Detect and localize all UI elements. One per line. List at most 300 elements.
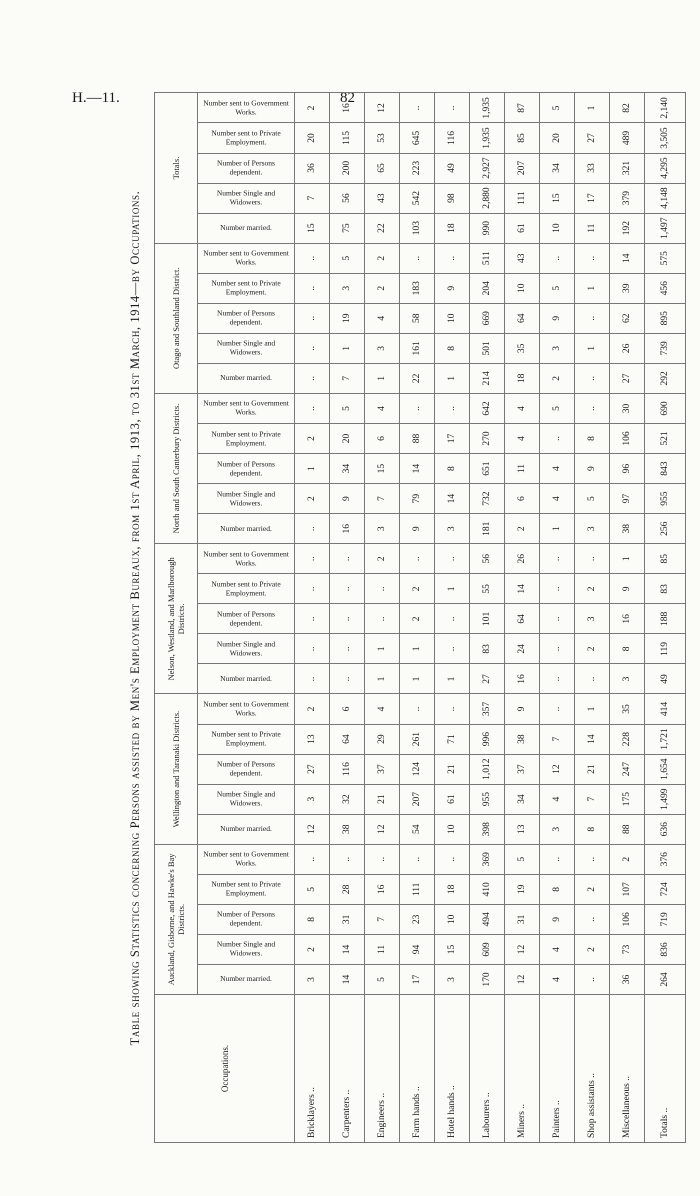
value-cell: 690 — [645, 393, 686, 423]
occupation-cell: Miscellaneous .. — [610, 995, 645, 1143]
value-cell: 107 — [610, 874, 645, 904]
value-cell: 575 — [645, 243, 686, 273]
value-cell: 16 — [505, 664, 540, 694]
value-cell: 17 — [400, 964, 435, 994]
column-header — [198, 844, 295, 874]
value-cell: 9 — [505, 694, 540, 724]
value-cell: 14 — [505, 574, 540, 604]
value-cell: 79 — [400, 484, 435, 514]
value-cell: 64 — [505, 604, 540, 634]
value-cell: 1,497 — [645, 213, 686, 243]
value-cell: 3 — [575, 604, 610, 634]
district-group-header: North and South Canterbury Districts. — [155, 393, 198, 543]
value-cell: .. — [400, 393, 435, 423]
column-header-label: Number of Persons dependent. — [217, 909, 275, 928]
column-header-label: Number sent to Government Works. — [203, 248, 289, 267]
value-cell: 3 — [435, 514, 470, 544]
value-cell: 30 — [610, 393, 645, 423]
value-cell: 11 — [575, 213, 610, 243]
column-header — [198, 243, 295, 273]
value-cell: 357 — [470, 694, 505, 724]
column-header-label: Number Single and Widowers. — [216, 639, 276, 657]
value-cell: 13 — [295, 724, 330, 754]
value-cell: 9 — [540, 303, 575, 333]
column-header — [198, 874, 295, 904]
value-cell: 642 — [470, 393, 505, 423]
value-cell: 4 — [540, 784, 575, 814]
value-cell: .. — [295, 544, 330, 574]
value-cell: 2 — [365, 243, 400, 273]
value-cell: 64 — [505, 303, 540, 333]
value-cell: 116 — [435, 123, 470, 153]
column-header — [198, 123, 295, 153]
value-cell: 4 — [540, 454, 575, 484]
value-cell: 23 — [400, 904, 435, 934]
value-cell: 5 — [540, 93, 575, 123]
value-cell: .. — [365, 574, 400, 604]
district-group-header: Auckland, Gisborne, and Hawke's Bay Districts. — [155, 844, 198, 994]
value-cell: 7 — [365, 484, 400, 514]
value-cell: 192 — [610, 213, 645, 243]
value-cell: 4 — [540, 484, 575, 514]
value-cell: .. — [330, 844, 365, 874]
value-cell: 94 — [400, 934, 435, 964]
value-cell: 1,935 — [470, 93, 505, 123]
value-cell: 2 — [540, 363, 575, 393]
value-cell: 11 — [505, 454, 540, 484]
table-row — [365, 93, 400, 1143]
column-header — [198, 484, 295, 514]
value-cell: 2 — [575, 874, 610, 904]
statistics-table — [154, 92, 686, 1143]
value-cell: 61 — [435, 784, 470, 814]
value-cell: .. — [295, 363, 330, 393]
column-header — [198, 93, 295, 123]
value-cell: 669 — [470, 303, 505, 333]
value-cell: 261 — [400, 724, 435, 754]
occupations-header: Occupations. — [155, 995, 295, 1143]
value-cell: 16 — [330, 93, 365, 123]
value-cell: 16 — [330, 514, 365, 544]
value-cell: 54 — [400, 814, 435, 844]
value-cell: 1 — [295, 454, 330, 484]
value-cell: 214 — [470, 363, 505, 393]
value-cell: .. — [435, 544, 470, 574]
value-cell: .. — [295, 243, 330, 273]
value-cell: .. — [295, 273, 330, 303]
value-cell: .. — [330, 664, 365, 694]
value-cell: 5 — [540, 393, 575, 423]
table-row — [575, 93, 610, 1143]
value-cell: 14 — [610, 243, 645, 273]
value-cell: 88 — [400, 424, 435, 454]
value-cell: .. — [365, 844, 400, 874]
value-cell: 83 — [645, 574, 686, 604]
value-cell: 38 — [610, 514, 645, 544]
value-cell: 18 — [505, 363, 540, 393]
value-cell: 4 — [540, 964, 575, 994]
value-cell: 35 — [505, 333, 540, 363]
value-cell: 4,295 — [645, 153, 686, 183]
value-cell: 5 — [295, 874, 330, 904]
value-cell: 292 — [645, 363, 686, 393]
occupation-cell: Miners .. — [505, 995, 540, 1143]
value-cell: 10 — [505, 273, 540, 303]
value-cell: 5 — [505, 844, 540, 874]
rotated-table-block — [128, 93, 668, 1143]
value-cell: 35 — [610, 694, 645, 724]
value-cell: .. — [400, 243, 435, 273]
value-cell: .. — [295, 333, 330, 363]
column-header — [198, 724, 295, 754]
value-cell: 75 — [330, 213, 365, 243]
value-cell: 9 — [540, 904, 575, 934]
value-cell: 7 — [295, 183, 330, 213]
table-row — [505, 93, 540, 1143]
value-cell: .. — [435, 844, 470, 874]
value-cell: 17 — [575, 183, 610, 213]
value-cell: 16 — [610, 604, 645, 634]
column-header — [198, 544, 295, 574]
value-cell: 1,721 — [645, 724, 686, 754]
value-cell: 4 — [505, 393, 540, 423]
totals-label: Totals .. — [645, 995, 686, 1143]
value-cell: 8 — [435, 454, 470, 484]
column-header-row — [198, 93, 295, 1143]
value-cell: 20 — [540, 123, 575, 153]
value-cell: 62 — [610, 303, 645, 333]
value-cell: .. — [575, 844, 610, 874]
value-cell: 247 — [610, 754, 645, 784]
column-header — [198, 273, 295, 303]
value-cell: 1 — [400, 664, 435, 694]
occupation-cell: Engineers .. — [365, 995, 400, 1143]
value-cell: 14 — [330, 934, 365, 964]
value-cell: 96 — [610, 454, 645, 484]
value-cell: 228 — [610, 724, 645, 754]
value-cell: 4 — [505, 424, 540, 454]
value-cell: 21 — [575, 754, 610, 784]
column-header-label: Number sent to Government Works. — [203, 398, 289, 417]
value-cell: 489 — [610, 123, 645, 153]
value-cell: 15 — [365, 454, 400, 484]
value-cell: 85 — [505, 123, 540, 153]
value-cell: .. — [575, 243, 610, 273]
value-cell: 7 — [330, 363, 365, 393]
value-cell: 542 — [400, 183, 435, 213]
value-cell: 8 — [575, 814, 610, 844]
occupation-cell: Painters .. — [540, 995, 575, 1143]
value-cell: 15 — [540, 183, 575, 213]
column-header-label: Number sent to Government Works. — [203, 849, 289, 868]
column-header-label: Number sent to Private Employment. — [211, 729, 281, 748]
value-cell: 19 — [505, 874, 540, 904]
value-cell: 88 — [610, 814, 645, 844]
value-cell: 3 — [435, 964, 470, 994]
column-header-label: Number Single and Widowers. — [216, 939, 276, 958]
column-header — [198, 303, 295, 333]
value-cell: 183 — [400, 273, 435, 303]
value-cell: 1 — [435, 574, 470, 604]
value-cell: 2 — [610, 844, 645, 874]
value-cell: .. — [575, 393, 610, 423]
value-cell: 124 — [400, 754, 435, 784]
value-cell: .. — [540, 634, 575, 664]
value-cell: 732 — [470, 484, 505, 514]
value-cell: 1 — [435, 664, 470, 694]
value-cell: 58 — [400, 303, 435, 333]
district-header-row — [155, 93, 198, 1143]
value-cell: 3 — [575, 514, 610, 544]
value-cell: 2 — [295, 484, 330, 514]
value-cell: .. — [435, 604, 470, 634]
value-cell: 36 — [610, 964, 645, 994]
value-cell: 181 — [470, 514, 505, 544]
column-header-label: Number of Persons dependent. — [217, 759, 275, 778]
value-cell: 2 — [575, 934, 610, 964]
value-cell: 22 — [400, 363, 435, 393]
column-header — [198, 784, 295, 814]
value-cell: 4,148 — [645, 183, 686, 213]
column-header-label: Number married. — [220, 823, 272, 833]
table-body — [295, 93, 686, 1143]
value-cell: .. — [575, 303, 610, 333]
value-cell: 4 — [365, 694, 400, 724]
value-cell: 11 — [365, 934, 400, 964]
value-cell: .. — [365, 604, 400, 634]
value-cell: 494 — [470, 904, 505, 934]
value-cell: .. — [540, 844, 575, 874]
value-cell: 3 — [365, 514, 400, 544]
value-cell: .. — [435, 393, 470, 423]
value-cell: .. — [435, 634, 470, 664]
value-cell: 955 — [645, 484, 686, 514]
column-header-label: Number sent to Private Employment. — [211, 579, 281, 597]
value-cell: .. — [330, 634, 365, 664]
value-cell: 3 — [610, 664, 645, 694]
value-cell: 207 — [400, 784, 435, 814]
value-cell: 28 — [330, 874, 365, 904]
column-header-label: Number married. — [220, 523, 272, 533]
column-header — [198, 363, 295, 393]
column-header-label: Number married. — [220, 974, 272, 984]
value-cell: 1 — [330, 333, 365, 363]
table-row — [540, 93, 575, 1143]
value-cell: 34 — [330, 454, 365, 484]
value-cell: 2 — [365, 544, 400, 574]
column-header-label: Number of Persons dependent. — [217, 158, 275, 177]
value-cell: 64 — [330, 724, 365, 754]
value-cell: 1 — [575, 273, 610, 303]
value-cell: 9 — [435, 273, 470, 303]
value-cell: 3 — [365, 333, 400, 363]
value-cell: 2 — [505, 514, 540, 544]
value-cell: 6 — [505, 484, 540, 514]
column-header — [198, 754, 295, 784]
value-cell: 8 — [295, 904, 330, 934]
value-cell: 17 — [435, 424, 470, 454]
page-ref: H.—11. — [72, 90, 120, 106]
value-cell: 33 — [575, 153, 610, 183]
value-cell: 82 — [610, 93, 645, 123]
value-cell: 369 — [470, 844, 505, 874]
column-header-label: Number of Persons dependent. — [217, 308, 275, 327]
value-cell: 456 — [645, 273, 686, 303]
value-cell: 61 — [505, 213, 540, 243]
value-cell: 724 — [645, 874, 686, 904]
value-cell: 56 — [470, 544, 505, 574]
value-cell: 379 — [610, 183, 645, 213]
value-cell: 65 — [365, 153, 400, 183]
value-cell: 2,140 — [645, 93, 686, 123]
value-cell: 2 — [400, 604, 435, 634]
value-cell: 106 — [610, 424, 645, 454]
column-header-label: Number sent to Private Employment. — [211, 429, 281, 447]
value-cell: 170 — [470, 964, 505, 994]
value-cell: 1 — [575, 93, 610, 123]
value-cell: 10 — [435, 303, 470, 333]
value-cell: .. — [540, 574, 575, 604]
value-cell: 161 — [400, 333, 435, 363]
value-cell: 34 — [540, 153, 575, 183]
value-cell: 3,505 — [645, 123, 686, 153]
value-cell: 223 — [400, 153, 435, 183]
value-cell: .. — [575, 664, 610, 694]
value-cell: .. — [540, 604, 575, 634]
column-header-label: Number Single and Widowers. — [216, 489, 276, 507]
value-cell: 200 — [330, 153, 365, 183]
value-cell: .. — [435, 243, 470, 273]
district-group-header: Totals. — [155, 93, 198, 243]
value-cell: 29 — [365, 724, 400, 754]
value-cell: 14 — [330, 964, 365, 994]
value-cell: 9 — [610, 574, 645, 604]
district-group-header: Otago and Southland District. — [155, 243, 198, 393]
column-header — [198, 964, 295, 994]
value-cell: 27 — [470, 664, 505, 694]
value-cell: 7 — [540, 724, 575, 754]
occupation-cell: Farm hands .. — [400, 995, 435, 1143]
value-cell: 87 — [505, 93, 540, 123]
value-cell: 14 — [435, 484, 470, 514]
value-cell: .. — [540, 424, 575, 454]
value-cell: 15 — [295, 213, 330, 243]
value-cell: 188 — [645, 604, 686, 634]
value-cell: 175 — [610, 784, 645, 814]
column-header — [198, 454, 295, 484]
value-cell: 511 — [470, 243, 505, 273]
value-cell: 10 — [540, 213, 575, 243]
column-header-label: Number Single and Widowers. — [216, 789, 276, 808]
totals-row — [645, 93, 686, 1143]
value-cell: .. — [575, 964, 610, 994]
value-cell: 106 — [610, 904, 645, 934]
value-cell: 18 — [435, 213, 470, 243]
column-header-label: Number sent to Private Employment. — [211, 879, 281, 898]
occupation-cell: Bricklayers .. — [295, 995, 330, 1143]
column-header — [198, 333, 295, 363]
value-cell: .. — [540, 694, 575, 724]
value-cell: 13 — [505, 814, 540, 844]
value-cell: .. — [295, 634, 330, 664]
value-cell: 98 — [435, 183, 470, 213]
value-cell: 1 — [610, 544, 645, 574]
value-cell: 39 — [610, 273, 645, 303]
value-cell: 55 — [470, 574, 505, 604]
value-cell: .. — [295, 604, 330, 634]
value-cell: 26 — [610, 333, 645, 363]
value-cell: .. — [330, 544, 365, 574]
value-cell: 1 — [400, 634, 435, 664]
value-cell: 2 — [295, 93, 330, 123]
page-number: 82 — [340, 90, 355, 106]
value-cell: .. — [575, 363, 610, 393]
value-cell: 22 — [365, 213, 400, 243]
value-cell: .. — [400, 694, 435, 724]
value-cell: 836 — [645, 934, 686, 964]
table-row — [470, 93, 505, 1143]
occupation-cell: Carpenters .. — [330, 995, 365, 1143]
district-group-header: Wellington and Taranaki Districts. — [155, 694, 198, 844]
value-cell: 20 — [295, 123, 330, 153]
value-cell: 71 — [435, 724, 470, 754]
column-header — [198, 904, 295, 934]
value-cell: .. — [575, 904, 610, 934]
value-cell: 8 — [610, 634, 645, 664]
value-cell: 376 — [645, 844, 686, 874]
value-cell: 1,012 — [470, 754, 505, 784]
column-header — [198, 604, 295, 634]
value-cell: 1 — [540, 514, 575, 544]
value-cell: 955 — [470, 784, 505, 814]
value-cell: 49 — [435, 153, 470, 183]
value-cell: 85 — [645, 544, 686, 574]
value-cell: 3 — [330, 273, 365, 303]
value-cell: 996 — [470, 724, 505, 754]
occupation-cell: Labourers .. — [470, 995, 505, 1143]
table-row — [400, 93, 435, 1143]
value-cell: 10 — [435, 814, 470, 844]
column-header — [198, 393, 295, 423]
column-header-label: Number sent to Government Works. — [203, 98, 289, 116]
value-cell: .. — [435, 93, 470, 123]
column-header-label: Number sent to Government Works. — [203, 699, 289, 718]
value-cell: 521 — [645, 424, 686, 454]
value-cell: .. — [400, 844, 435, 874]
column-header — [198, 574, 295, 604]
value-cell: .. — [295, 393, 330, 423]
value-cell: 1 — [365, 634, 400, 664]
value-cell: 97 — [610, 484, 645, 514]
value-cell: 9 — [400, 514, 435, 544]
district-group-header: Nelson, Westland, and Marlborough Districts. — [155, 544, 198, 694]
value-cell: .. — [295, 303, 330, 333]
value-cell: 8 — [540, 874, 575, 904]
value-cell: 3 — [540, 333, 575, 363]
value-cell: 2 — [575, 634, 610, 664]
value-cell: 5 — [330, 393, 365, 423]
column-header-label: Number married. — [220, 373, 272, 383]
value-cell: 3 — [295, 964, 330, 994]
value-cell: 1 — [575, 333, 610, 363]
value-cell: 5 — [575, 484, 610, 514]
column-header-label: Number of Persons dependent. — [217, 459, 275, 477]
value-cell: 7 — [575, 784, 610, 814]
value-cell: 204 — [470, 273, 505, 303]
table-row — [435, 93, 470, 1143]
value-cell: 270 — [470, 424, 505, 454]
value-cell: 990 — [470, 213, 505, 243]
